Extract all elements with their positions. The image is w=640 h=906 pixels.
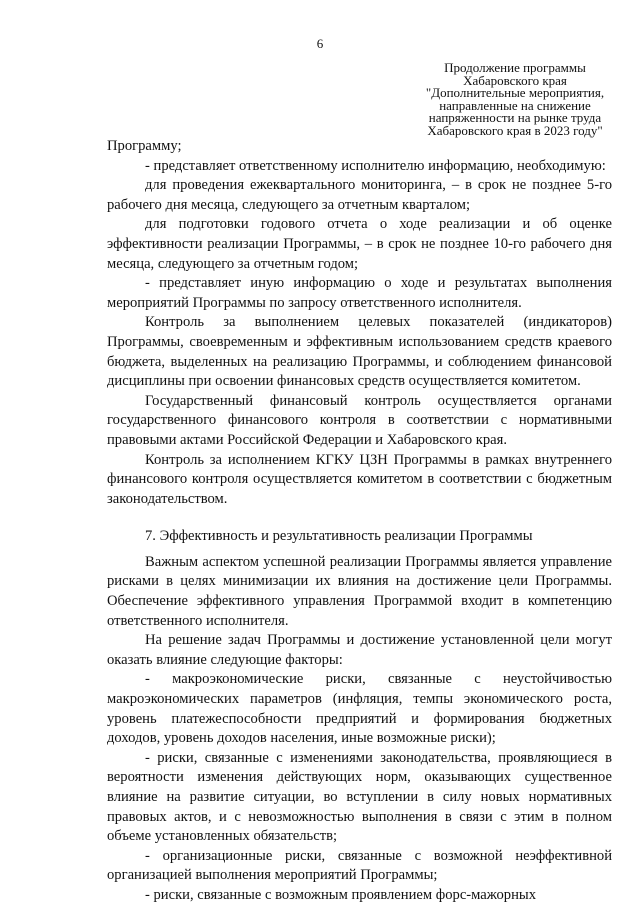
paragraph: Важным аспектом успешной реализации Программы является управление рисками в целях минимизации их влияния на достижение цели Программы. Обеспечение эффективного управления Программой входит в компетенцию ответственного исполнителя. [107,553,612,629]
document-body [107,137,612,906]
paragraph: Контроль за выполнением целевых показателей (индикаторов) Программы, своевременным и эффективным использованием средств краевого бюджета, выделенных на реализацию Программы, и соблюдением финансовой дисциплины при освоении финансовых средств осуществляется комитетом. [107,314,612,390]
paragraph: для подготовки годового отчета о ходе реализации и об оценке эффективности реализации Программы, – в срок не позднее 10-го рабочего дня месяца, следующего за отчетным годом; [107,216,612,272]
paragraph: Государственный финансовый контроль осуществляется органами государственного финансового контроля в соответствии с нормативными правовыми актами Российской Федерации и Хабаровского края. [107,392,612,448]
paragraph: - представляет ответственному исполнителю информацию, необходимую: [145,157,606,174]
paragraph: На решение задач Программы и достижение установленной цели могут оказать влияние следующие факторы: [107,632,612,668]
header-line: направленные на снижение [439,97,591,113]
section-heading: 7. Эффективность и результативность реализации Программы [145,528,533,545]
paragraph: Контроль за исполнением КГКУ ЦЗН Программы в рамках внутреннего финансового контроля осуществляется комитетом в соответствии с бюджетным законодательством. [107,451,612,507]
list-item: - организационные риски, связанные с возможной неэффективной организацией выполнения мероприятий Программы; [107,847,612,884]
paragraph: для проведения ежеквартального мониторинга, – в срок не позднее 5-го рабочего дня месяца, следующего за отчетным кварталом; [107,177,612,213]
header-line: Хабаровского края [463,72,567,88]
list-item: - риски, связанные с изменениями законодательства, проявляющиеся в вероятности изменения действующих норм, оказывающих существенное влияние на развитие ситуации, во вступлении в силу новых нормативных правовых актов, и с невозможностью выполнения в связи с этим в полном объеме установленных обязательств; [107,749,612,845]
running-header [410,62,620,137]
paragraph: Программу; [107,138,182,154]
header-line: "Дополнительные мероприятия, [425,85,605,100]
list-item: - макроэкономические риски, связанные с неустойчивостью макроэкономических параметров (инфляция, темпы экономического роста, уровень платежеспособности предприятий и формирования бюджетных доходов, уровень доходов населения, иные возможные риски); [107,671,612,747]
header-line: Продолжение программы [444,60,586,75]
list-item: - риски, связанные с возможным проявлением форс-мажорных [145,886,536,903]
header-line: напряженности на рынке труда [428,110,602,125]
paragraph: - представляет иную информацию о ходе и результатах выполнения мероприятий Программы по запросу ответственного исполнителя. [107,275,612,311]
page-number: 6 [316,36,324,51]
header-line: Хабаровского края в 2023 году" [427,122,603,138]
